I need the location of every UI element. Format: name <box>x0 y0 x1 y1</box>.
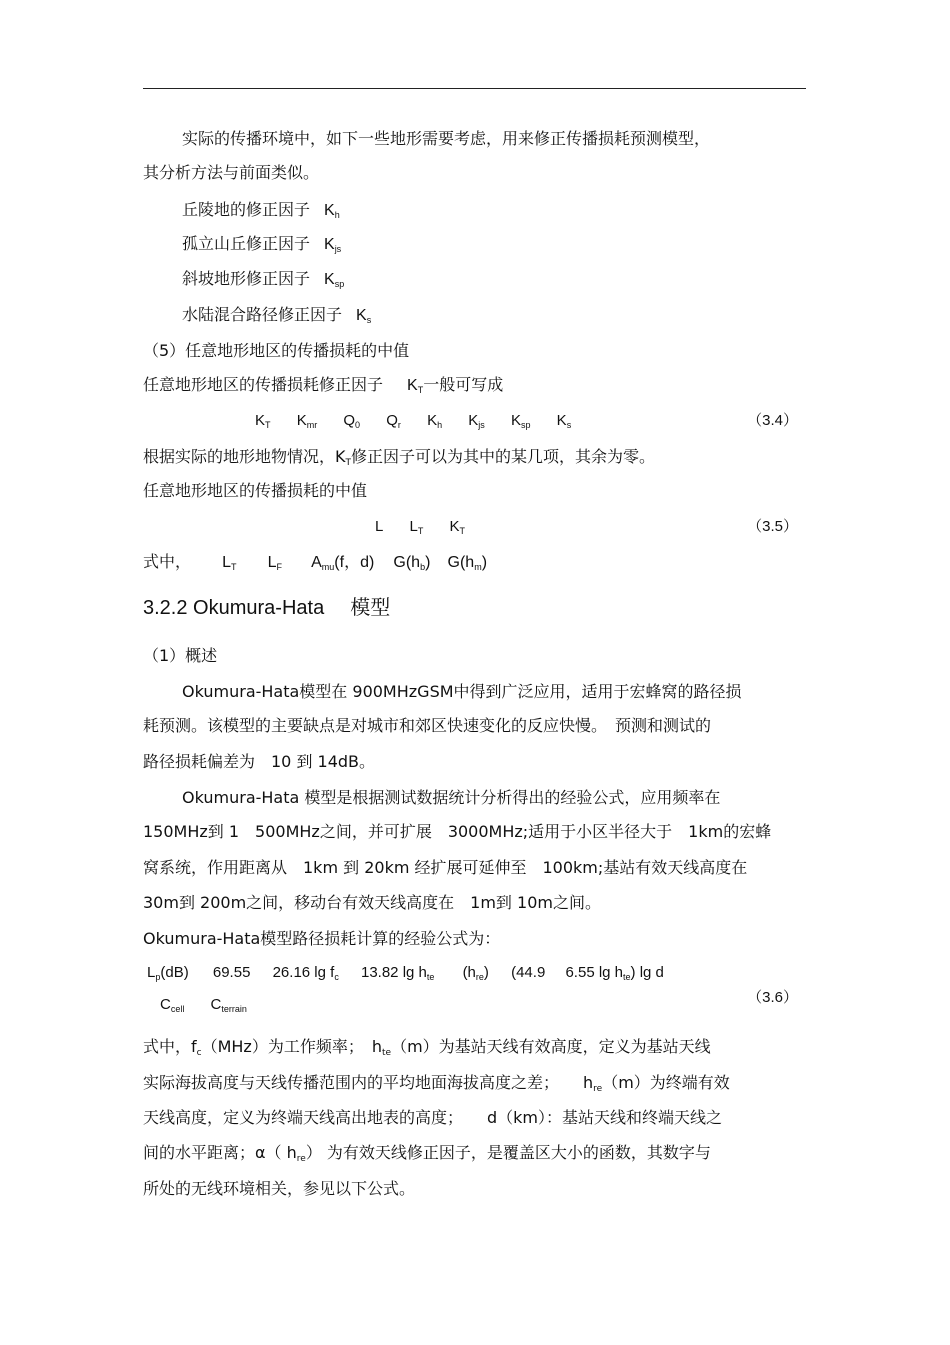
overview-heading: （1）概述 <box>143 646 218 665</box>
after-eq34-line: 根据实际的地形地物情况，$K_T$修正因子可以为其中的某几项，其余为零。 <box>143 447 656 468</box>
where-3-6-line-3: 天线高度，定义为终端天线高出地表的高度； d（km）：基站天线和终端天线之 <box>143 1108 723 1127</box>
para2-line-3: 窝系统，作用距离从 1km 到 20km 经扩展可延伸至 100km;基站有效天线高度在 <box>143 858 748 877</box>
equation-number-3-5: （3.5） <box>747 518 798 535</box>
factor-isolated-hill: 孤立山丘修正因子 $K_{js}$ <box>182 234 342 254</box>
sec5-heading: （5）任意地形地区的传播损耗的中值 <box>143 341 410 360</box>
factor-slope: 斜坡地形修正因子 $K_{sp}$ <box>182 269 345 289</box>
formula-intro: Okumura-Hata模型路径损耗计算的经验公式为： <box>143 929 501 948</box>
where-3-6-line-2: 实际海拔高度与天线传播范围内的平均地面海拔高度之差； $h_{re}(m)$为终端有效 <box>143 1073 730 1094</box>
para1-line-2: 耗预测。该模型的主要缺点是对城市和郊区快速变化的反应快慢。 预测和测试的 <box>143 716 712 735</box>
equation-number-3-4: （3.4） <box>747 412 798 429</box>
where-3-5: 式中， $L_T$ $L_F$ $A_{mu}(f$，d) $G(h_b)$ $G(h_m)$ <box>143 552 488 572</box>
factor-land-sea: 水陆混合路径修正因子 $K_s$ <box>182 305 372 325</box>
para2-line-1: Okumura-Hata 模型是根据测试数据统计分析得出的经验公式，应用频率在 <box>182 788 721 807</box>
intro-line-2: 其分析方法与前面类似。 <box>143 163 320 182</box>
equation-3-6-line-2: $C_{cell}$ $C_{terrain}$ <box>160 996 247 1014</box>
para1-line-1: Okumura-Hata模型在 900MHzGSM中得到广泛应用，适用于宏蜂窝的路径损 <box>182 682 742 701</box>
section-heading: 3.2.2 Okumura-Hata 模型 <box>143 595 391 619</box>
where-3-6-line-4: 间的水平距离；α（ $h_{re}$） 为有效天线修正因子，是覆盖区大小的函数，其数字与 <box>143 1143 711 1164</box>
equation-3-5: L $L_T$ $K_T$ <box>375 518 466 536</box>
para1-line-3: 路径损耗偏差为 10 到 14dB。 <box>143 752 376 771</box>
where-3-6-line-5: 所处的无线环境相关，参见以下公式。 <box>143 1179 416 1198</box>
equation-number-3-6: （3.6） <box>747 989 798 1006</box>
sec5-line: 任意地形地区的传播损耗修正因子 $K_T$一般可写成 <box>143 375 504 395</box>
para2-line-2: 150MHz到 1 500MHz之间，并可扩展 3000MHz;适用于小区半径大于 1km的宏蜂 <box>143 822 772 841</box>
equation-3-6-line-1: $L_p(dB)$ 69.55 26.16 $\lg f_c$ 13.82 $\lg h_{te}$ $(h_{re})$ (44.9 6.55 $\lg h_{te}$) lg d <box>147 964 664 982</box>
header-rule <box>143 88 806 89</box>
intro-line-1: 实际的传播环境中，如下一些地形需要考虑，用来修正传播损耗预测模型， <box>182 129 711 148</box>
where-3-6-line-1: 式中，$f_c(MHz)$为工作频率； $h_{te}(m)$为基站天线有效高度，定义为基站天线 <box>143 1037 711 1058</box>
equation-3-4: $K_T$ $K_{mr}$ $Q_0$ $Q_r$ $K_h$ $K_{js}$ $K_{sp}$ $K_s$ <box>255 412 572 430</box>
para2-line-4: 30m到 200m之间，移动台有效天线高度在 1m到 10m之间。 <box>143 893 601 912</box>
factor-hill: 丘陵地的修正因子 $K_h$ <box>182 200 340 220</box>
median-line: 任意地形地区的传播损耗的中值 <box>143 481 368 500</box>
